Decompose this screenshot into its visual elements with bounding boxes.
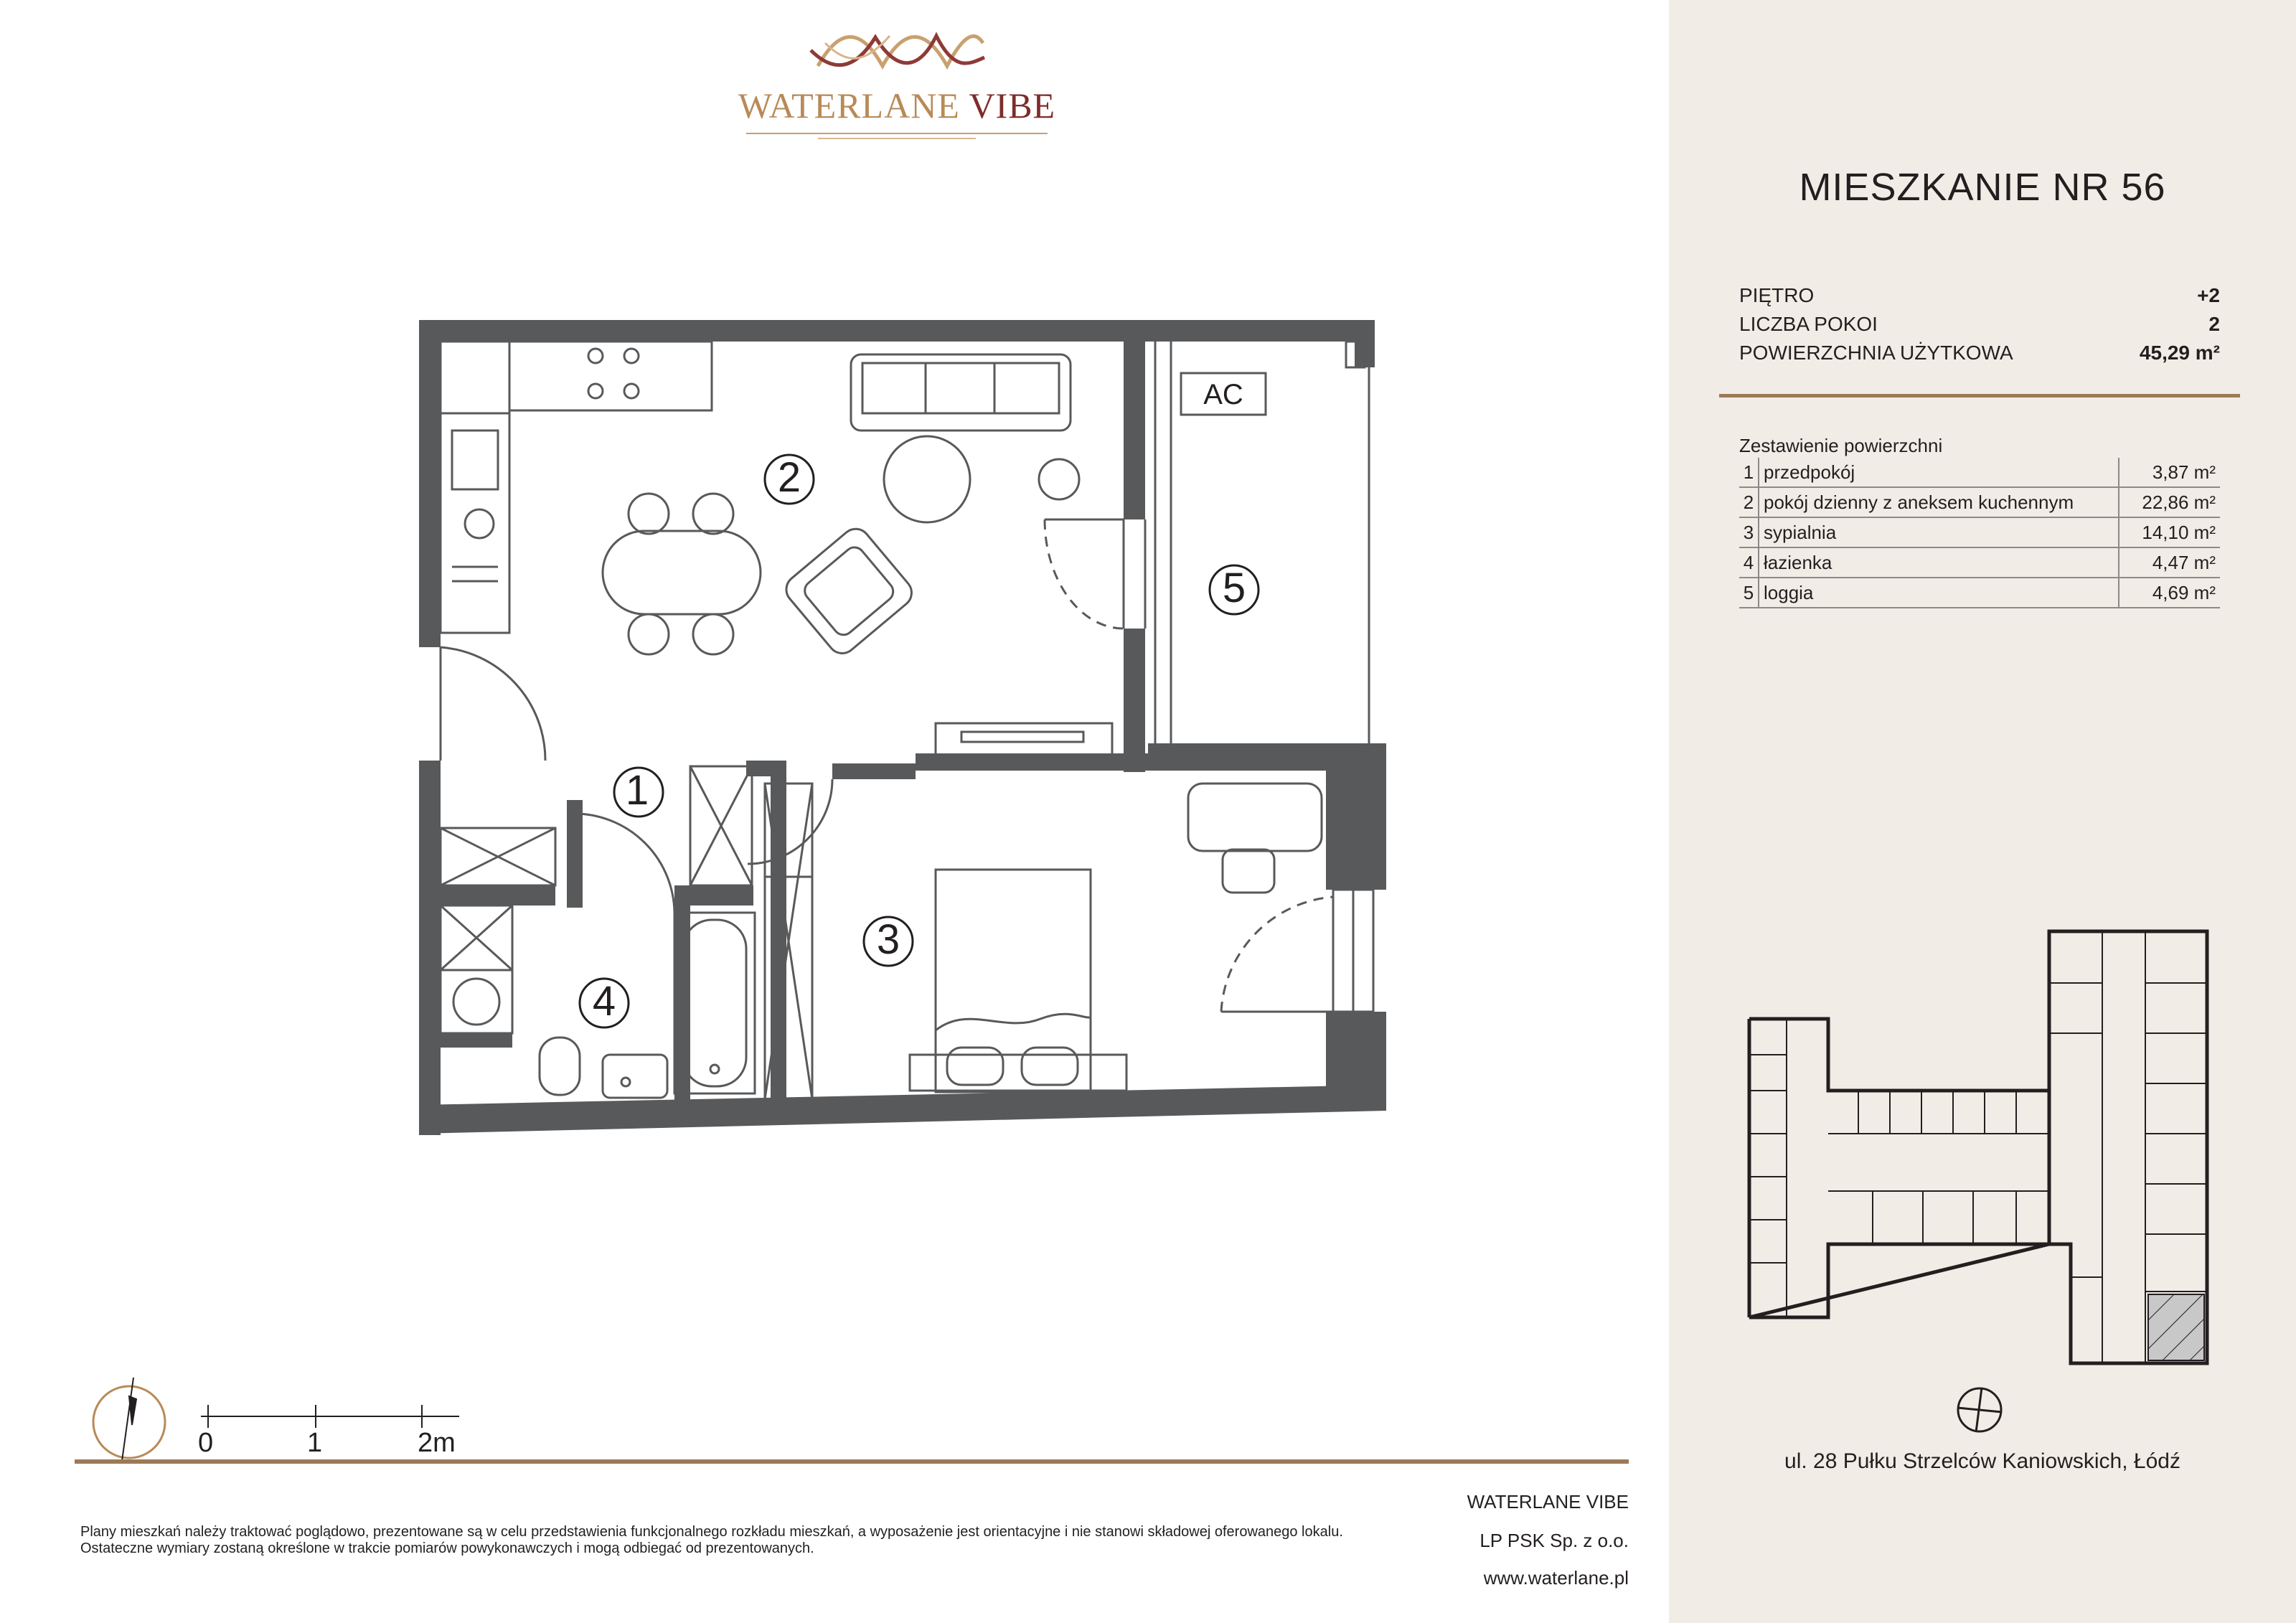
table-row: 4 łazienka 4,47 m² <box>1739 547 2220 578</box>
info-sidebar <box>1669 0 2296 1623</box>
table-row: 3 sypialnia 14,10 m² <box>1739 517 2220 547</box>
info-row-rooms <box>1739 313 2220 342</box>
ac-label: AC <box>1203 379 1243 410</box>
footer-website-link[interactable]: www.waterlane.pl <box>1483 1567 1629 1589</box>
info-label: POWIERZCHNIA UŻYTKOWA <box>1739 342 2013 364</box>
disclaimer: Plany mieszkań należy traktować poglądowo, prezentowane są w celu przedstawienia funkcjonalnego rozkładu mieszkań, a wyposażenie jest orientacyjne i nie stanowi składowej oferowanego lokalu. Ostateczne wymiary zostaną określone w trakcie pomiarów powykonawczych i mogą odbiegać od prezentowanych. <box>80 1524 1343 1556</box>
room-number-4: 4 <box>592 978 616 1025</box>
compass-small-icon <box>1954 1385 2005 1435</box>
info-label: LICZBA POKOI <box>1739 313 1878 335</box>
scale-bar <box>194 1399 466 1428</box>
scale-label-0: 0 <box>198 1428 214 1458</box>
footer-legal: LP PSK Sp. z o.o. <box>1479 1530 1629 1551</box>
room-number-2: 2 <box>777 454 801 501</box>
room-number-circles <box>0 0 1292 1076</box>
info-value: 2 <box>2208 313 2220 335</box>
room-area-table <box>1739 458 2220 608</box>
brand-name: WATERLANE VIBE <box>738 85 1056 126</box>
room-number-1: 1 <box>625 767 649 814</box>
apartment-title: MIESZKANIE NR 56 <box>1799 166 2166 209</box>
table-row: 1 przedpokój 3,87 m² <box>1739 458 2220 487</box>
scale-label-2: 2m <box>418 1428 456 1458</box>
room-number-3: 3 <box>876 916 900 963</box>
room-number-5: 5 <box>1222 565 1246 611</box>
table-row: 2 pokój dzienny z aneksem kuchennym 22,86 m² <box>1739 487 2220 517</box>
summary-title: Zestawienie powierzchni <box>1739 435 1943 456</box>
info-row-area <box>1739 342 2220 370</box>
info-value: +2 <box>2197 284 2220 306</box>
address: ul. 28 Pułku Strzelców Kaniowskich, Łódź <box>1784 1449 2180 1473</box>
building-key-plan <box>1715 918 2217 1378</box>
info-label: PIĘTRO <box>1739 284 1815 306</box>
scale-label-1: 1 <box>307 1428 323 1458</box>
table-row: 5 loggia 4,69 m² <box>1739 578 2220 608</box>
compass-icon <box>90 1375 177 1468</box>
footer-company: WATERLANE VIBE <box>1467 1491 1629 1513</box>
footer-divider <box>75 1459 1629 1464</box>
info-value: 45,29 m² <box>2139 342 2220 364</box>
info-row-floor <box>1739 284 2220 313</box>
divider <box>1719 394 2240 397</box>
